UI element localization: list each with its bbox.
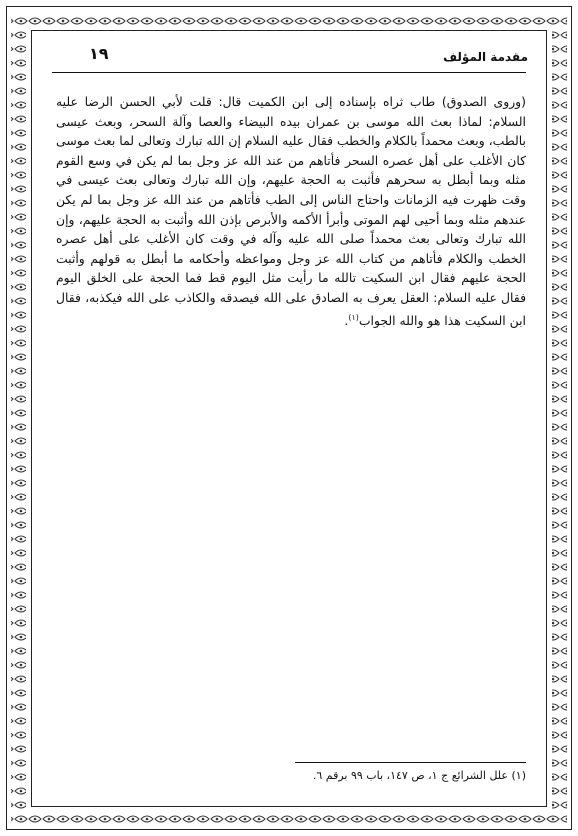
section-title: مقدمة المؤلف xyxy=(443,50,528,64)
page-header xyxy=(55,40,528,70)
header-rule xyxy=(52,72,526,73)
body-text xyxy=(56,92,526,330)
footnote-rule xyxy=(295,762,526,763)
page-number: ١٩ xyxy=(89,44,109,63)
footnote: (١) علل الشرائع ج ١، ص ١٤٧، باب ٩٩ برقم ٦. xyxy=(312,769,526,782)
body-paragraph xyxy=(56,92,526,330)
paragraph-text: (وروى الصدوق) طاب ثراه بإسناده إلى ابن الكميت قال: قلت لأبي الحسن الرضا عليه السلام: لماذا بعث الله موسى بن عمران بيده البيضاء والعصا وآلة السحر، وبعث عيسى بالطب، وبعث محمداً بالكلام والخطب فقال عليه السلام إن الله تبارك وتعالى لما بعث موسى كان الأغلب على أهل عصره السحر فأتاهم من عند الله عز وجل بما لم يكن في وسع القوم مثله وبما أبطل به سحرهم فأثبت به الحجة عليهم، وإن الله تبارك وتعالى بعث عيسى في وقت ظهرت فيه الزمانات واحتاج الناس إلى الطب فأتاهم من عند الله عز وجل بما لم يكن عندهم مثله وبما أحيى لهم الموتى وأبرأ الأكمه والأبرص بإذن الله وأثبت به الحجة عليهم، وإن الله تبارك وتعالى بعث محمداً صلى الله عليه وآله في وقت كان الأغلب على أهل عصره الخطب والكلام فأتاهم من كتاب الله عز وجل ومواعظه وأحكامه ما أبطل به قولهم وأثبت الحجة عليهم فقال ابن السكيت تالله ما رأيت مثل اليوم قط فما الحجة على الخلق اليوم فقال عليه السلام: العقل يعرف به الصادق على الله فيصدقه والكاذب على الله فيكذبه، فقال ابن السكيت هذا هو والله الجواب xyxy=(56,94,526,328)
footnote-marker: (١) xyxy=(348,312,359,322)
paragraph-ending: . xyxy=(344,312,349,328)
